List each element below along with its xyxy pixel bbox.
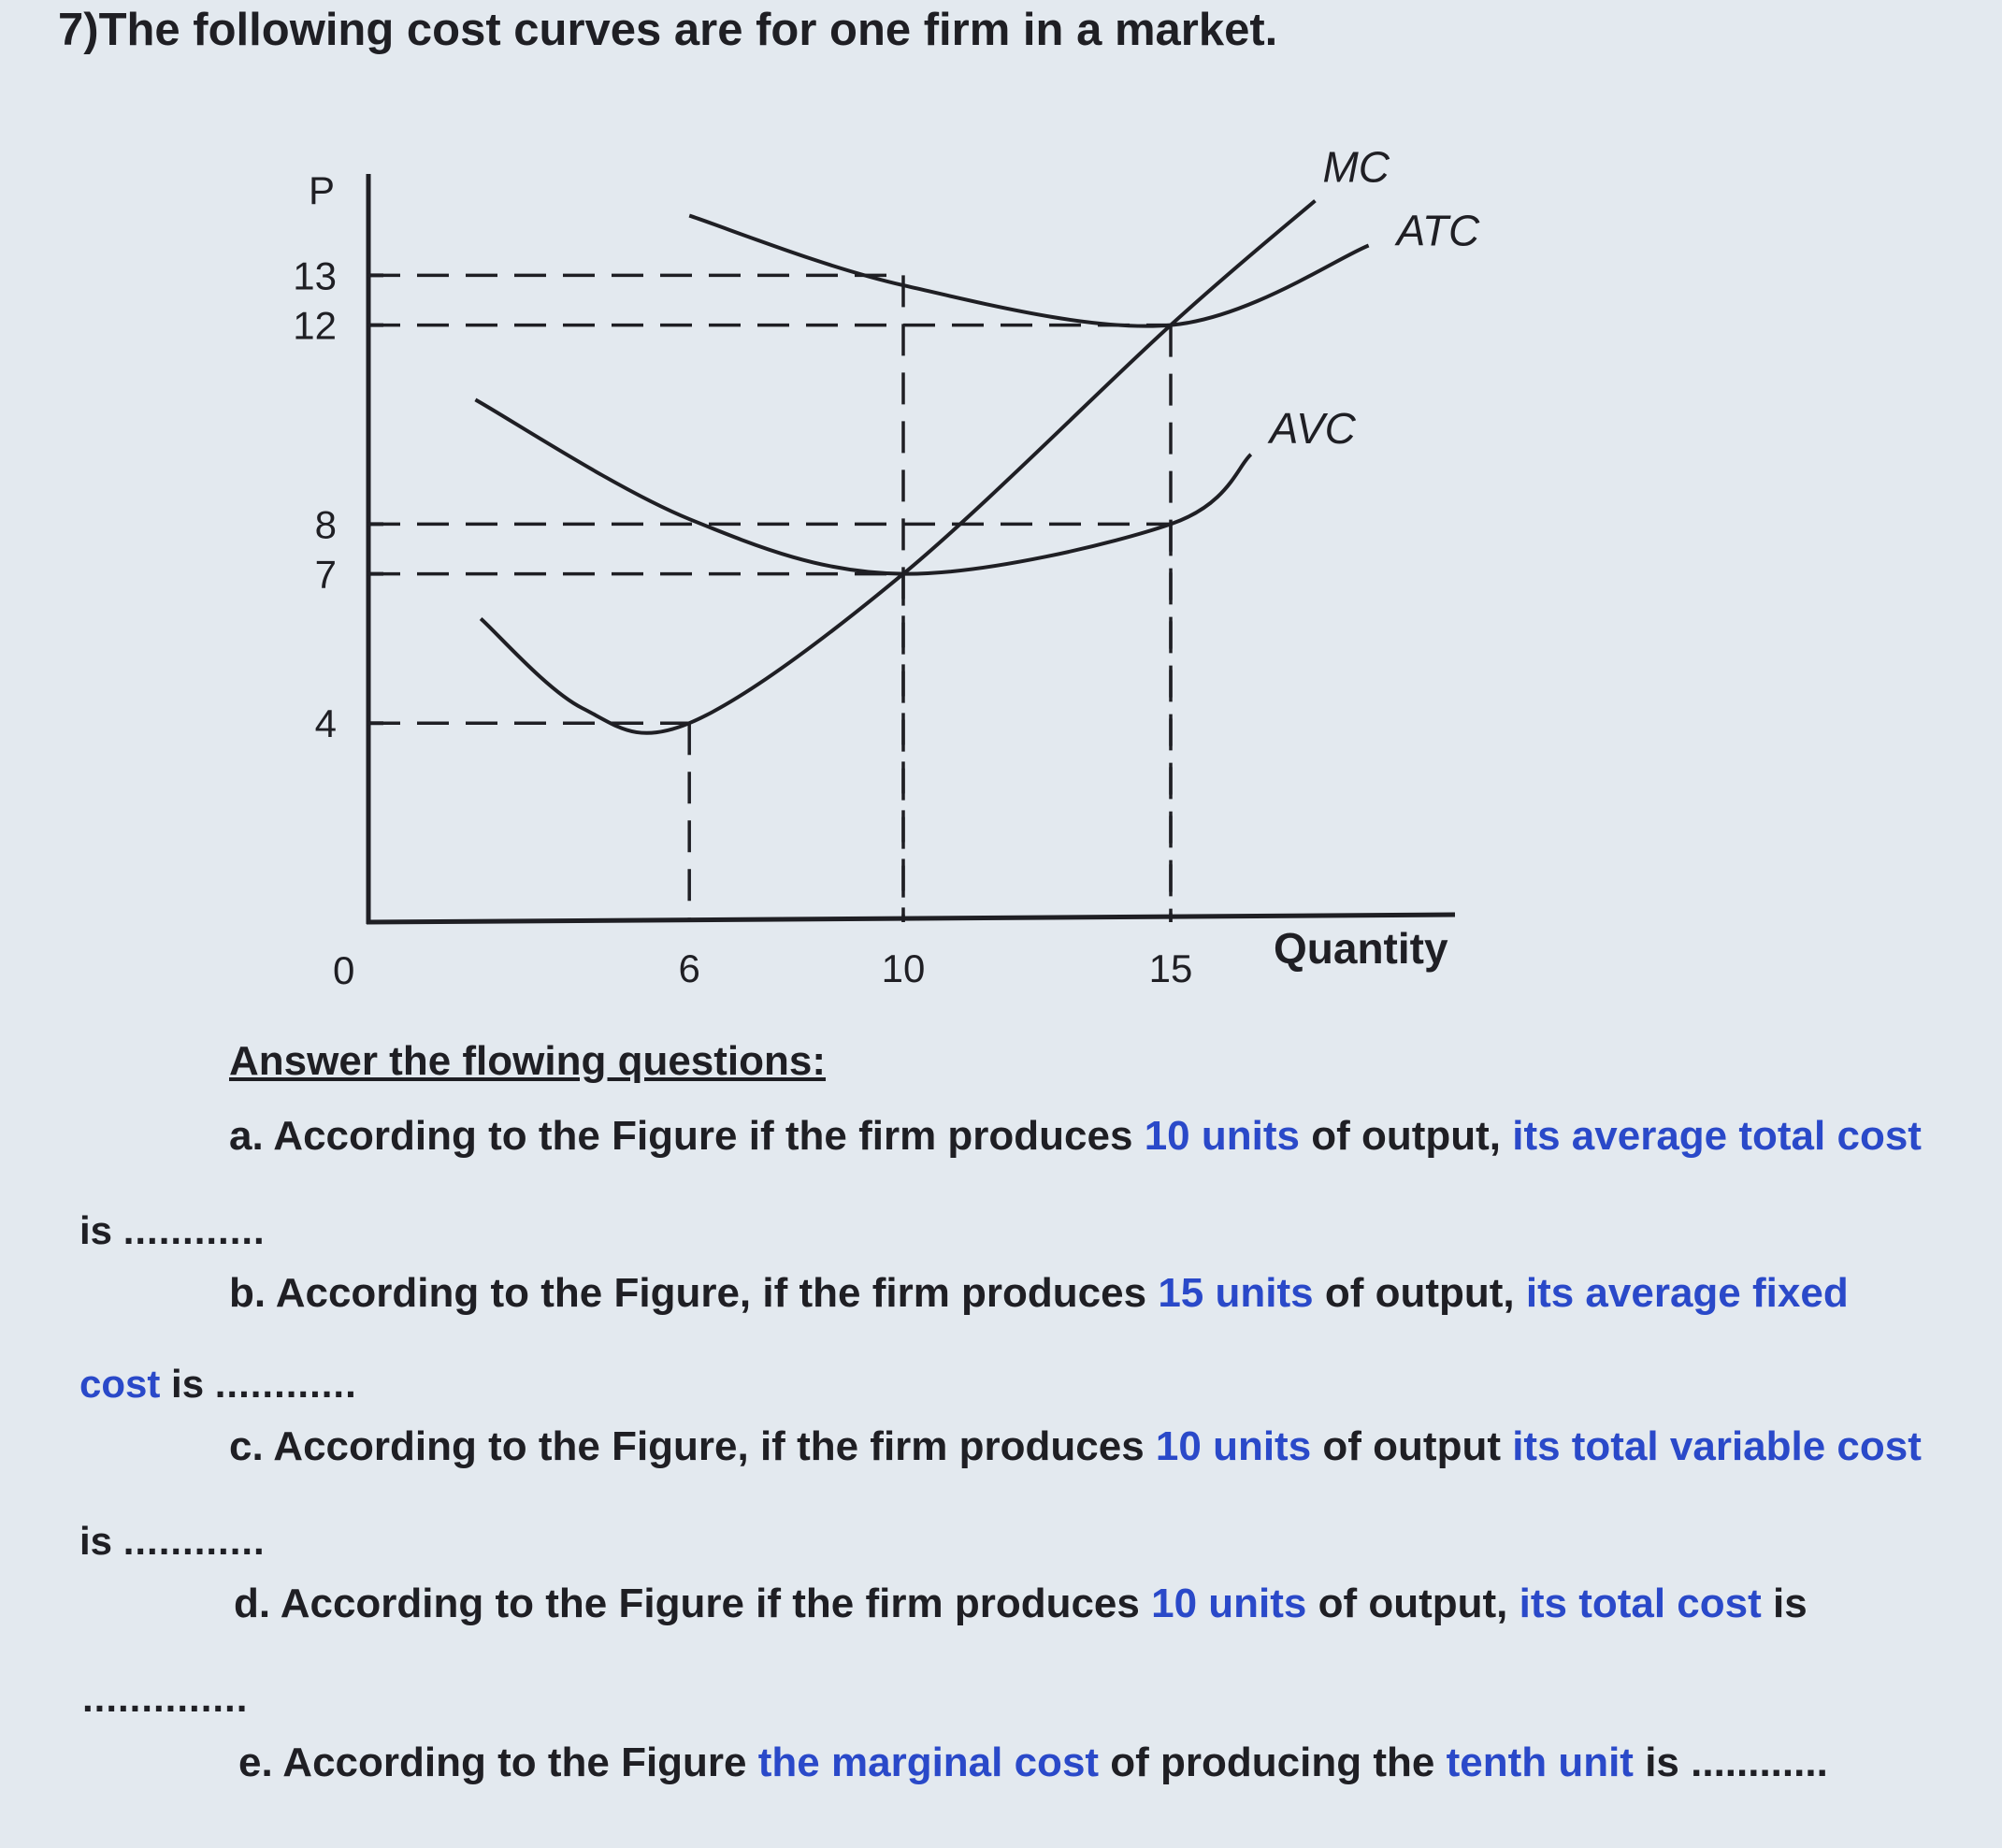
question-b-text: b. According to the Figure, if the firm produces [229, 1270, 1159, 1316]
question-a-highlight-target: its average total cost [1512, 1113, 1922, 1159]
mc-curve [481, 201, 1315, 733]
question-e [238, 1740, 1828, 1786]
question-d-answer-blank[interactable]: .............. [82, 1676, 249, 1720]
question-d-text-mid: of output, [1306, 1581, 1520, 1626]
x-tick-label-10: 10 [881, 946, 926, 990]
y-axis-label: P [309, 168, 336, 212]
cost-curves [475, 143, 1480, 733]
question-e-highlight-unit: tenth unit [1446, 1740, 1634, 1785]
question-title: 7)The following cost curves are for one firm in a market. [58, 5, 1278, 55]
avc-label: AVC [1269, 403, 1356, 453]
question-c-continuation: is [79, 1519, 123, 1563]
x-axis-label: Quantity [1274, 924, 1448, 973]
question-a-answer-blank[interactable]: ............ [122, 1208, 266, 1252]
question-d-text: d. According to the Figure if the firm produces [234, 1581, 1152, 1626]
question-b-highlight-units: 15 units [1158, 1270, 1314, 1316]
question-d [234, 1581, 1808, 1627]
atc-curve [689, 216, 1368, 326]
question-d-highlight-units: 10 units [1151, 1581, 1307, 1626]
question-a-highlight-units: 10 units [1144, 1113, 1300, 1159]
question-e-text: e. According to the Figure [238, 1740, 758, 1785]
questions-heading: Answer the flowing questions: [229, 1038, 827, 1084]
question-c-answer-blank[interactable]: ............ [122, 1519, 266, 1563]
question-a-text-mid: of output, [1299, 1113, 1513, 1159]
question-a-continuation: is [79, 1208, 123, 1252]
atc-label: ATC [1396, 206, 1480, 255]
question-e-text-mid: of producing the [1099, 1740, 1447, 1785]
question-d-highlight-target: its total cost [1519, 1581, 1762, 1626]
axis-ticks [293, 253, 1192, 990]
x-tick-label-6: 6 [678, 946, 700, 990]
question-c-answer-line [79, 1519, 266, 1564]
question-a-text: a. According to the Figure if the firm produces [229, 1113, 1145, 1159]
question-b-highlight-target: its average fixed [1525, 1270, 1849, 1316]
question-b-continuation-highlight: cost [79, 1362, 161, 1406]
y-tick-label-7: 7 [314, 552, 337, 597]
y-tick-label-4: 4 [314, 701, 337, 746]
y-tick-label-8: 8 [314, 502, 337, 547]
mc-label: MC [1322, 142, 1390, 192]
question-b-text-mid: of output, [1313, 1270, 1526, 1316]
question-a-answer-line [79, 1208, 266, 1253]
y-tick-label-13: 13 [293, 253, 337, 298]
question-c-highlight-target: its total variable cost [1512, 1423, 1922, 1469]
reference-dashed-lines [368, 275, 1171, 922]
question-b-answer-line [79, 1362, 357, 1407]
question-b-answer-blank[interactable]: ............ [214, 1362, 357, 1406]
avc-curve [475, 399, 1250, 573]
question-c [229, 1423, 1922, 1470]
origin-label: 0 [333, 948, 355, 992]
question-e-text-end[interactable]: is ............ [1633, 1740, 1828, 1785]
question-c-text-mid: of output [1311, 1423, 1513, 1469]
y-tick-label-12: 12 [293, 303, 337, 348]
question-b-continuation: is [160, 1362, 215, 1406]
question-d-text-end: is [1761, 1581, 1808, 1626]
question-c-text: c. According to the Figure, if the firm produces [229, 1423, 1156, 1469]
question-c-highlight-units: 10 units [1155, 1423, 1312, 1469]
question-b [229, 1270, 1849, 1317]
x-tick-label-15: 15 [1148, 946, 1193, 990]
question-a [229, 1113, 1922, 1160]
question-d-answer-line [82, 1676, 248, 1721]
question-e-highlight-target: the marginal cost [757, 1740, 1100, 1785]
x-axis [367, 915, 1455, 922]
